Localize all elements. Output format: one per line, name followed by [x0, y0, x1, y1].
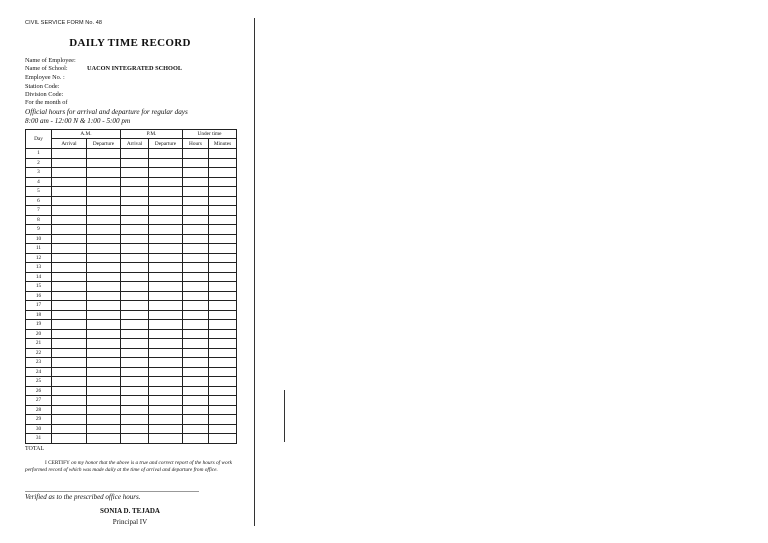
undertime-hours-cell[interactable]: [183, 206, 209, 216]
table-row: [26, 187, 237, 197]
day-number: 27: [26, 396, 52, 406]
pm-departure-cell[interactable]: [149, 424, 183, 434]
undertime-minutes-cell[interactable]: [209, 415, 237, 425]
school-name-label: Name of School:: [25, 65, 68, 72]
table-row: [26, 358, 237, 368]
undertime-minutes-cell[interactable]: [209, 187, 237, 197]
day-number: 24: [26, 367, 52, 377]
undertime-hours-cell[interactable]: [183, 253, 209, 263]
undertime-minutes-cell[interactable]: [209, 348, 237, 358]
pm-header: P.M.: [121, 130, 183, 139]
undertime-header: Under time: [183, 130, 237, 139]
undertime-hours-cell[interactable]: [183, 158, 209, 168]
undertime-minutes-header: Minutes: [209, 139, 237, 149]
table-row: [26, 291, 237, 301]
am-departure-cell[interactable]: [87, 329, 121, 339]
pm-departure-cell[interactable]: [149, 358, 183, 368]
am-arrival-cell[interactable]: [52, 301, 87, 311]
table-row: [26, 329, 237, 339]
am-arrival-cell[interactable]: [52, 263, 87, 273]
am-departure-cell[interactable]: [87, 187, 121, 197]
employee-name-label: Name of Employee:: [25, 57, 76, 64]
undertime-minutes-cell[interactable]: [209, 158, 237, 168]
pm-departure-cell[interactable]: [149, 329, 183, 339]
undertime-hours-cell[interactable]: [183, 177, 209, 187]
undertime-hours-cell[interactable]: [183, 272, 209, 282]
am-arrival-cell[interactable]: [52, 291, 87, 301]
officer-position: Principal IV: [112, 518, 148, 526]
am-departure-cell[interactable]: [87, 263, 121, 273]
pm-departure-cell[interactable]: [149, 225, 183, 235]
pm-departure-cell[interactable]: [149, 272, 183, 282]
table-row: [26, 434, 237, 444]
am-arrival-cell[interactable]: [52, 234, 87, 244]
pm-departure-cell[interactable]: [149, 396, 183, 406]
table-row: [26, 282, 237, 292]
pm-arrival-cell[interactable]: [121, 329, 149, 339]
am-arrival-cell[interactable]: [52, 405, 87, 415]
day-number: 26: [26, 386, 52, 396]
undertime-hours-cell[interactable]: [183, 263, 209, 273]
day-number: 31: [26, 434, 52, 444]
undertime-minutes-cell[interactable]: [209, 434, 237, 444]
table-row: [26, 244, 237, 254]
pm-arrival-cell[interactable]: [121, 301, 149, 311]
day-number: 16: [26, 291, 52, 301]
pm-departure-cell[interactable]: [149, 301, 183, 311]
am-departure-cell[interactable]: [87, 405, 121, 415]
am-departure-cell[interactable]: [87, 339, 121, 349]
undertime-minutes-cell[interactable]: [209, 215, 237, 225]
day-number: 3: [26, 168, 52, 178]
undertime-hours-cell[interactable]: [183, 225, 209, 235]
undertime-hours-cell[interactable]: [183, 358, 209, 368]
undertime-minutes-cell[interactable]: [209, 234, 237, 244]
am-arrival-cell[interactable]: [52, 424, 87, 434]
day-number: 1: [26, 149, 52, 159]
station-code-label: Station Code:: [25, 83, 60, 90]
undertime-hours-cell[interactable]: [183, 329, 209, 339]
am-departure-cell[interactable]: [87, 282, 121, 292]
table-row: [26, 320, 237, 330]
undertime-minutes-cell[interactable]: [209, 263, 237, 273]
pm-departure-cell[interactable]: [149, 187, 183, 197]
undertime-minutes-cell[interactable]: [209, 358, 237, 368]
am-arrival-header: Arrival: [52, 139, 87, 149]
day-number: 20: [26, 329, 52, 339]
pm-arrival-cell[interactable]: [121, 310, 149, 320]
table-row: [26, 263, 237, 273]
pm-arrival-cell[interactable]: [121, 196, 149, 206]
day-number: 10: [26, 234, 52, 244]
am-departure-cell[interactable]: [87, 234, 121, 244]
am-departure-cell[interactable]: [87, 206, 121, 216]
pm-arrival-cell[interactable]: [121, 396, 149, 406]
am-header: A.M.: [52, 130, 121, 139]
undertime-hours-cell[interactable]: [183, 196, 209, 206]
time-record-body: [26, 149, 237, 444]
page-divider-line: [254, 18, 255, 526]
pm-departure-cell[interactable]: [149, 282, 183, 292]
am-arrival-cell[interactable]: [52, 187, 87, 197]
school-name-value: UACON INTEGRATED SCHOOL: [87, 65, 183, 72]
am-departure-cell[interactable]: [87, 301, 121, 311]
am-departure-cell[interactable]: [87, 377, 121, 387]
day-number: 28: [26, 405, 52, 415]
am-arrival-cell[interactable]: [52, 206, 87, 216]
am-arrival-cell[interactable]: [52, 253, 87, 263]
undertime-minutes-cell[interactable]: [209, 244, 237, 254]
day-number: 23: [26, 358, 52, 368]
pm-departure-cell[interactable]: [149, 377, 183, 387]
pm-departure-cell[interactable]: [149, 291, 183, 301]
pm-arrival-cell[interactable]: [121, 263, 149, 273]
total-label: TOTAL: [25, 446, 45, 452]
table-row: [26, 215, 237, 225]
undertime-minutes-cell[interactable]: [209, 386, 237, 396]
am-arrival-cell[interactable]: [52, 168, 87, 178]
undertime-minutes-cell[interactable]: [209, 253, 237, 263]
pm-departure-cell[interactable]: [149, 244, 183, 254]
form-number: CIVIL SERVICE FORM No. 48: [25, 20, 103, 26]
verified-statement: Verified as to the prescribed office hours.: [25, 493, 141, 501]
pm-departure-header: Departure: [149, 139, 183, 149]
undertime-minutes-cell[interactable]: [209, 149, 237, 159]
undertime-hours-cell[interactable]: [183, 424, 209, 434]
certification-text: [25, 460, 235, 474]
undertime-minutes-cell[interactable]: [209, 310, 237, 320]
pm-departure-cell[interactable]: [149, 206, 183, 216]
pm-departure-cell[interactable]: [149, 367, 183, 377]
pm-arrival-cell[interactable]: [121, 225, 149, 235]
day-number: 25: [26, 377, 52, 387]
pm-arrival-cell[interactable]: [121, 244, 149, 254]
pm-arrival-cell[interactable]: [121, 158, 149, 168]
pm-arrival-cell[interactable]: [121, 339, 149, 349]
undertime-hours-cell[interactable]: [183, 348, 209, 358]
am-arrival-cell[interactable]: [52, 377, 87, 387]
pm-departure-cell[interactable]: [149, 310, 183, 320]
am-departure-cell[interactable]: [87, 196, 121, 206]
undertime-hours-cell[interactable]: [183, 282, 209, 292]
pm-departure-cell[interactable]: [149, 215, 183, 225]
am-departure-cell[interactable]: [87, 367, 121, 377]
day-number: 21: [26, 339, 52, 349]
table-row: [26, 424, 237, 434]
day-number: 13: [26, 263, 52, 273]
day-number: 29: [26, 415, 52, 425]
undertime-hours-cell[interactable]: [183, 291, 209, 301]
pm-departure-cell[interactable]: [149, 415, 183, 425]
am-departure-cell[interactable]: [87, 320, 121, 330]
undertime-hours-cell[interactable]: [183, 187, 209, 197]
table-row: [26, 405, 237, 415]
table-row: [26, 149, 237, 159]
day-number: 11: [26, 244, 52, 254]
day-number: 18: [26, 310, 52, 320]
day-number: 12: [26, 253, 52, 263]
undertime-hours-cell[interactable]: [183, 405, 209, 415]
table-row: [26, 415, 237, 425]
pm-departure-cell[interactable]: [149, 253, 183, 263]
undertime-hours-cell[interactable]: [183, 386, 209, 396]
undertime-hours-cell[interactable]: [183, 367, 209, 377]
pm-arrival-cell[interactable]: [121, 405, 149, 415]
pm-arrival-cell[interactable]: [121, 415, 149, 425]
pm-arrival-header: Arrival: [121, 139, 149, 149]
am-arrival-cell[interactable]: [52, 177, 87, 187]
day-number: 4: [26, 177, 52, 187]
pm-arrival-cell[interactable]: [121, 272, 149, 282]
table-row: [26, 158, 237, 168]
undertime-minutes-cell[interactable]: [209, 424, 237, 434]
undertime-minutes-cell[interactable]: [209, 225, 237, 235]
fold-mark-line: [284, 390, 285, 442]
table-row: [26, 301, 237, 311]
pm-departure-cell[interactable]: [149, 196, 183, 206]
day-number: 9: [26, 225, 52, 235]
officer-name: SONIA D. TEJADA: [100, 507, 160, 515]
pm-arrival-cell[interactable]: [121, 253, 149, 263]
table-row: [26, 253, 237, 263]
day-header: Day: [26, 130, 52, 149]
am-departure-cell[interactable]: [87, 215, 121, 225]
am-departure-cell[interactable]: [87, 396, 121, 406]
table-row: [26, 177, 237, 187]
am-departure-cell[interactable]: [87, 291, 121, 301]
undertime-minutes-cell[interactable]: [209, 282, 237, 292]
undertime-minutes-cell[interactable]: [209, 329, 237, 339]
am-arrival-cell[interactable]: [52, 358, 87, 368]
table-row: [26, 272, 237, 282]
day-number: 15: [26, 282, 52, 292]
pm-departure-cell[interactable]: [149, 339, 183, 349]
pm-arrival-cell[interactable]: [121, 149, 149, 159]
pm-arrival-cell[interactable]: [121, 215, 149, 225]
pm-arrival-cell[interactable]: [121, 168, 149, 178]
am-departure-cell[interactable]: [87, 348, 121, 358]
table-row: [26, 196, 237, 206]
day-number: 19: [26, 320, 52, 330]
day-number: 17: [26, 301, 52, 311]
undertime-hours-cell[interactable]: [183, 434, 209, 444]
signature-line: [25, 491, 199, 492]
day-number: 22: [26, 348, 52, 358]
pm-departure-cell[interactable]: [149, 177, 183, 187]
am-arrival-cell[interactable]: [52, 367, 87, 377]
am-departure-cell[interactable]: [87, 424, 121, 434]
am-departure-cell[interactable]: [87, 358, 121, 368]
pm-arrival-cell[interactable]: [121, 320, 149, 330]
am-arrival-cell[interactable]: [52, 415, 87, 425]
table-row: [26, 386, 237, 396]
pm-arrival-cell[interactable]: [121, 434, 149, 444]
am-arrival-cell[interactable]: [52, 310, 87, 320]
undertime-minutes-cell[interactable]: [209, 168, 237, 178]
table-row: [26, 225, 237, 235]
undertime-minutes-cell[interactable]: [209, 377, 237, 387]
pm-departure-cell[interactable]: [149, 234, 183, 244]
am-arrival-cell[interactable]: [52, 149, 87, 159]
am-departure-cell[interactable]: [87, 310, 121, 320]
table-row: [26, 168, 237, 178]
official-hours-line1: Official hours for arrival and departure for regular days: [25, 108, 188, 116]
am-arrival-cell[interactable]: [52, 244, 87, 254]
undertime-minutes-cell[interactable]: [209, 339, 237, 349]
undertime-hours-cell[interactable]: [183, 377, 209, 387]
am-arrival-cell[interactable]: [52, 329, 87, 339]
am-departure-cell[interactable]: [87, 225, 121, 235]
day-number: 6: [26, 196, 52, 206]
am-arrival-cell[interactable]: [52, 386, 87, 396]
undertime-hours-header: Hours: [183, 139, 209, 149]
am-departure-cell[interactable]: [87, 386, 121, 396]
am-departure-cell[interactable]: [87, 272, 121, 282]
pm-arrival-cell[interactable]: [121, 206, 149, 216]
pm-arrival-cell[interactable]: [121, 358, 149, 368]
undertime-minutes-cell[interactable]: [209, 272, 237, 282]
day-number: 5: [26, 187, 52, 197]
undertime-hours-cell[interactable]: [183, 339, 209, 349]
certify-lead: I CERTIFY: [45, 460, 70, 466]
day-number: 2: [26, 158, 52, 168]
day-number: 30: [26, 424, 52, 434]
undertime-hours-cell[interactable]: [183, 234, 209, 244]
undertime-minutes-cell[interactable]: [209, 396, 237, 406]
pm-arrival-cell[interactable]: [121, 177, 149, 187]
am-arrival-cell[interactable]: [52, 272, 87, 282]
am-departure-cell[interactable]: [87, 434, 121, 444]
am-arrival-cell[interactable]: [52, 339, 87, 349]
undertime-minutes-cell[interactable]: [209, 196, 237, 206]
table-row: [26, 396, 237, 406]
undertime-minutes-cell[interactable]: [209, 320, 237, 330]
undertime-hours-cell[interactable]: [183, 244, 209, 254]
am-arrival-cell[interactable]: [52, 434, 87, 444]
table-row: [26, 310, 237, 320]
employee-no-label: Employee No. :: [25, 74, 65, 81]
day-number: 8: [26, 215, 52, 225]
undertime-minutes-cell[interactable]: [209, 301, 237, 311]
am-departure-header: Departure: [87, 139, 121, 149]
official-hours-line2: 8:00 am - 12:00 N & 1:00 - 5:00 pm: [25, 117, 131, 125]
undertime-hours-cell[interactable]: [183, 168, 209, 178]
undertime-hours-cell[interactable]: [183, 149, 209, 159]
am-arrival-cell[interactable]: [52, 215, 87, 225]
undertime-hours-cell[interactable]: [183, 415, 209, 425]
school-name-row: [25, 65, 183, 73]
pm-departure-cell[interactable]: [149, 149, 183, 159]
am-arrival-cell[interactable]: [52, 282, 87, 292]
undertime-minutes-cell[interactable]: [209, 367, 237, 377]
certify-body: on my honor that the above is a true and correct report of the hours of work performed record of which was made daily at the time of arrival and departure from office.: [25, 460, 233, 473]
undertime-minutes-cell[interactable]: [209, 177, 237, 187]
division-code-label: Division Code:: [25, 91, 64, 98]
undertime-hours-cell[interactable]: [183, 310, 209, 320]
pm-arrival-cell[interactable]: [121, 367, 149, 377]
pm-departure-cell[interactable]: [149, 405, 183, 415]
pm-departure-cell[interactable]: [149, 263, 183, 273]
am-arrival-cell[interactable]: [52, 158, 87, 168]
am-arrival-cell[interactable]: [52, 320, 87, 330]
pm-departure-cell[interactable]: [149, 434, 183, 444]
pm-departure-cell[interactable]: [149, 158, 183, 168]
time-record-table: [25, 129, 237, 444]
undertime-minutes-cell[interactable]: [209, 405, 237, 415]
pm-arrival-cell[interactable]: [121, 187, 149, 197]
table-row: [26, 367, 237, 377]
pm-arrival-cell[interactable]: [121, 424, 149, 434]
pm-departure-cell[interactable]: [149, 348, 183, 358]
table-row: [26, 234, 237, 244]
form-title: DAILY TIME RECORD: [69, 37, 191, 49]
am-departure-cell[interactable]: [87, 244, 121, 254]
table-row: [26, 339, 237, 349]
pm-arrival-cell[interactable]: [121, 291, 149, 301]
am-departure-cell[interactable]: [87, 149, 121, 159]
undertime-hours-cell[interactable]: [183, 320, 209, 330]
undertime-minutes-cell[interactable]: [209, 206, 237, 216]
am-departure-cell[interactable]: [87, 177, 121, 187]
day-number: 7: [26, 206, 52, 216]
pm-departure-cell[interactable]: [149, 386, 183, 396]
undertime-hours-cell[interactable]: [183, 215, 209, 225]
pm-arrival-cell[interactable]: [121, 348, 149, 358]
am-departure-cell[interactable]: [87, 168, 121, 178]
undertime-minutes-cell[interactable]: [209, 291, 237, 301]
pm-departure-cell[interactable]: [149, 320, 183, 330]
am-arrival-cell[interactable]: [52, 225, 87, 235]
undertime-hours-cell[interactable]: [183, 396, 209, 406]
am-arrival-cell[interactable]: [52, 196, 87, 206]
pm-arrival-cell[interactable]: [121, 377, 149, 387]
month-label: For the month of: [25, 99, 68, 106]
am-departure-cell[interactable]: [87, 158, 121, 168]
undertime-hours-cell[interactable]: [183, 301, 209, 311]
pm-arrival-cell[interactable]: [121, 234, 149, 244]
am-departure-cell[interactable]: [87, 415, 121, 425]
table-row: [26, 206, 237, 216]
am-arrival-cell[interactable]: [52, 348, 87, 358]
pm-arrival-cell[interactable]: [121, 386, 149, 396]
table-row: [26, 377, 237, 387]
day-number: 14: [26, 272, 52, 282]
pm-departure-cell[interactable]: [149, 168, 183, 178]
pm-arrival-cell[interactable]: [121, 282, 149, 292]
am-arrival-cell[interactable]: [52, 396, 87, 406]
am-departure-cell[interactable]: [87, 253, 121, 263]
table-row: [26, 348, 237, 358]
